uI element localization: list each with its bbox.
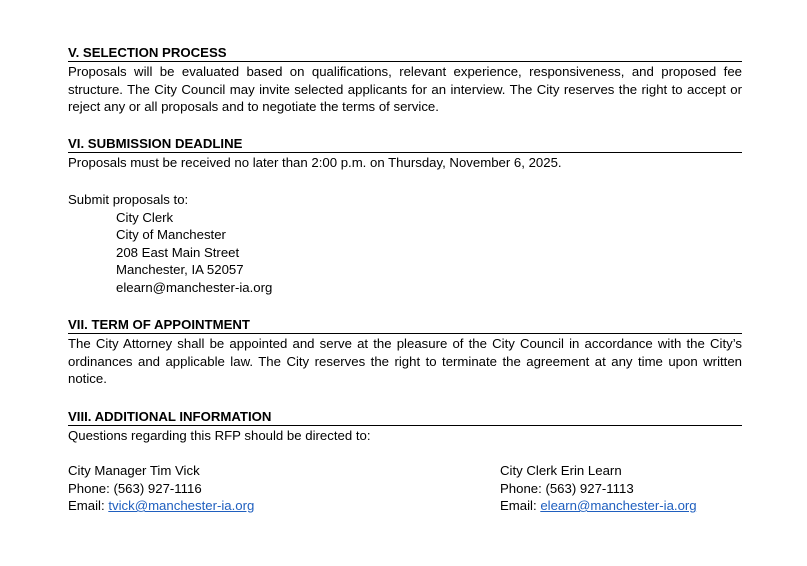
section-additional-information <box>68 408 742 445</box>
section-selection-process <box>68 44 742 116</box>
address-line: City of Manchester <box>116 227 226 242</box>
section-term-of-appointment <box>68 316 742 388</box>
contacts <box>68 462 742 522</box>
section-heading: V. SELECTION PROCESS <box>68 44 742 62</box>
email-label: Email: <box>500 498 541 513</box>
section-heading: VII. TERM OF APPOINTMENT <box>68 316 742 334</box>
email-link[interactable]: elearn@manchester-ia.org <box>540 498 697 513</box>
submit-proposals-block <box>68 191 742 296</box>
address-email: elearn@manchester-ia.org <box>116 279 273 295</box>
contact-name: City Clerk Erin Learn <box>500 463 622 478</box>
contact-email-row <box>68 497 398 515</box>
contact-city-clerk <box>500 462 742 515</box>
contact-phone: Phone: (563) 927-1116 <box>68 480 202 496</box>
section-heading: VIII. ADDITIONAL INFORMATION <box>68 408 742 426</box>
email-label: Email: <box>68 498 109 513</box>
contact-phone: Phone: (563) 927-1113 <box>500 480 634 496</box>
address-line: City Clerk <box>116 209 174 225</box>
address-line: 208 East Main Street <box>116 244 240 260</box>
submit-intro: Submit proposals to: <box>68 192 189 207</box>
section-body: Proposals must be received no later than 2:00 p.m. on Thursday, November 6, 2025. <box>68 155 562 170</box>
section-heading: VI. SUBMISSION DEADLINE <box>68 135 742 153</box>
contact-name: City Manager Tim Vick <box>68 463 200 478</box>
section-body: Proposals will be evaluated based on qualifications, relevant experience, responsiveness, and proposed fee structure. The City Council may invite selected applicants for an interview. The City reserves the right to accept or reject any or all proposals and to negotiate the terms of service. <box>68 64 742 114</box>
mailing-address <box>116 209 742 297</box>
contact-email-row <box>500 497 742 515</box>
address-line: Manchester, IA 52057 <box>116 262 244 277</box>
section-body: The City Attorney shall be appointed and serve at the pleasure of the City Council in accordance with the City’s ordinances and applicable law. The City reserves the right to terminate the agreement at any time upon written notice. <box>68 336 742 386</box>
contact-city-manager <box>68 462 398 515</box>
section-submission-deadline <box>68 135 742 172</box>
email-link[interactable]: tvick@manchester-ia.org <box>108 498 255 513</box>
section-body: Questions regarding this RFP should be directed to: <box>68 428 371 443</box>
